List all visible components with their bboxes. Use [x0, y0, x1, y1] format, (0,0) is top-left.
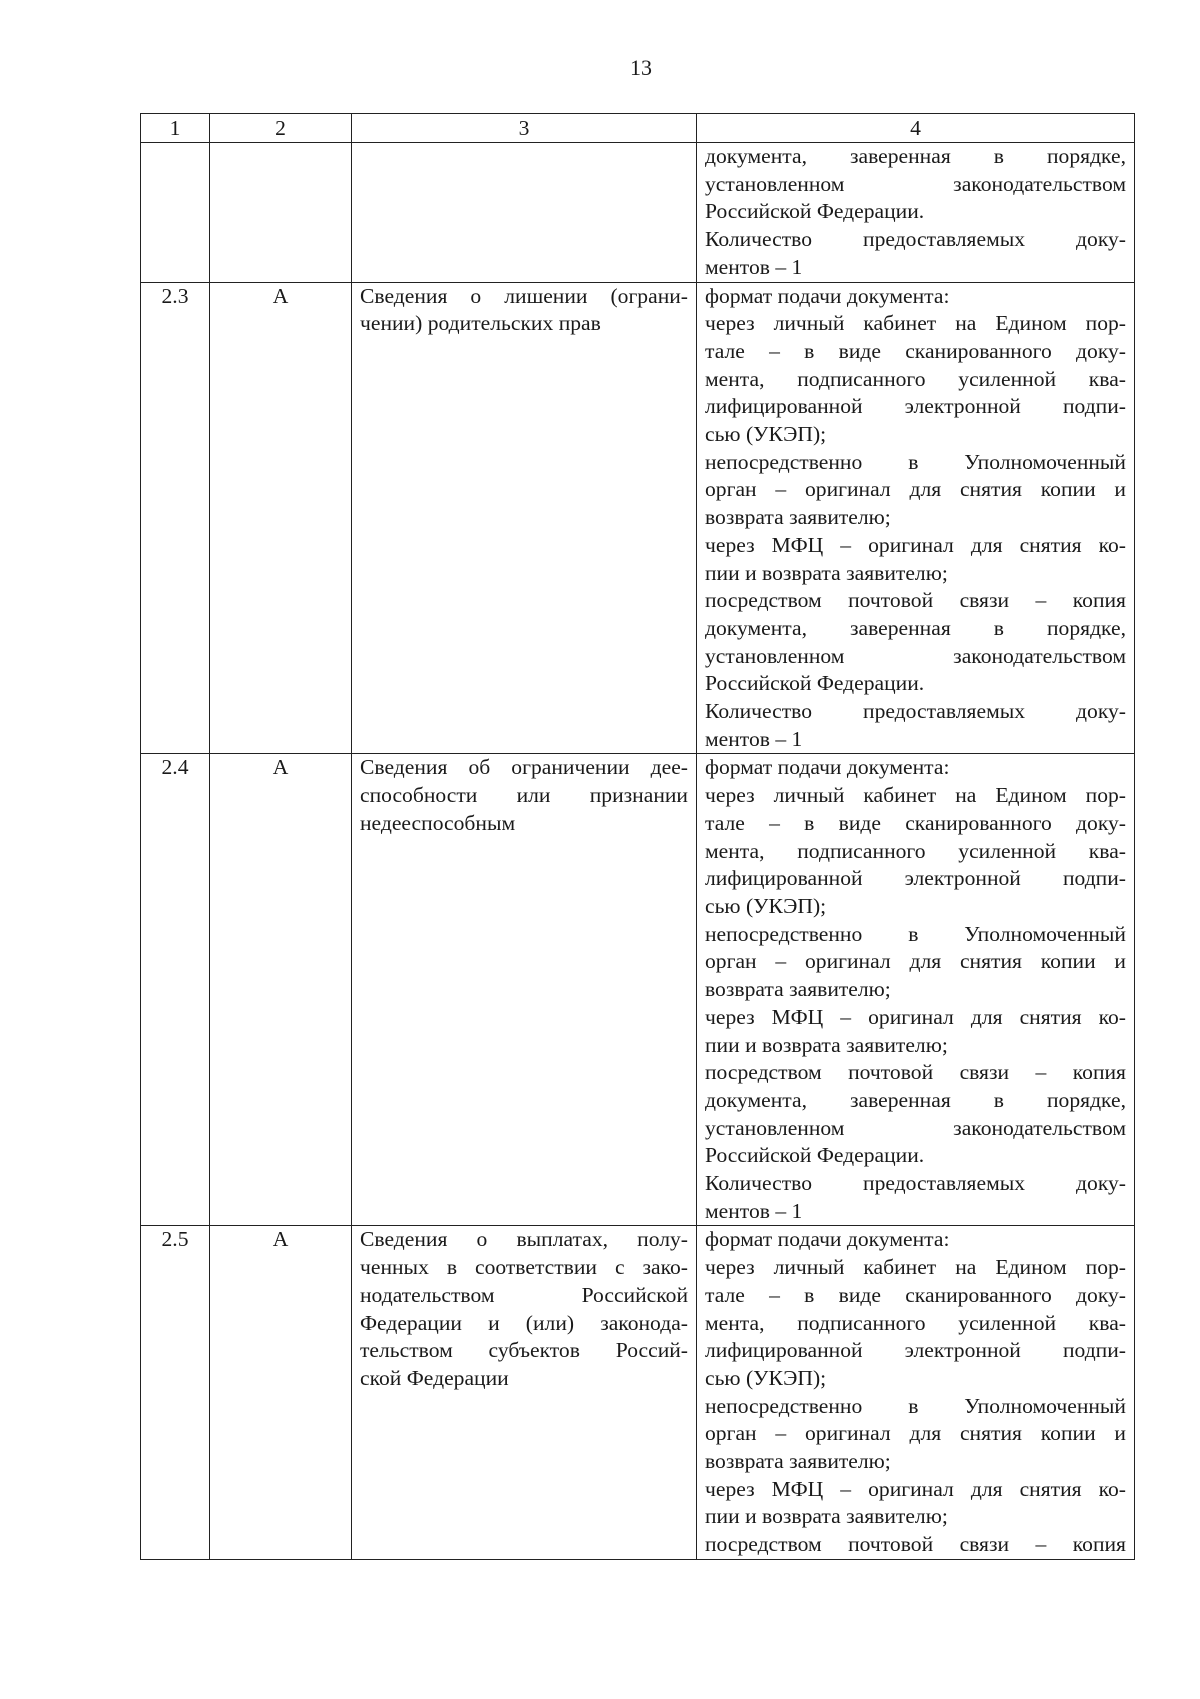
submission-format-line: возврата заявителю;	[705, 977, 891, 1002]
submission-format-line: Российской Федерации.	[705, 671, 925, 696]
submission-format-cell	[697, 143, 1135, 283]
submission-format-line: ментов – 1	[705, 726, 803, 751]
header-cell-2: 2	[210, 114, 352, 143]
row-code-cell: А	[210, 1226, 352, 1559]
table-row	[141, 143, 1135, 283]
submission-format-line: лифицированной электронной подпи-	[705, 866, 1126, 891]
submission-format-line: тале – в виде сканированного доку-	[705, 1282, 1126, 1307]
submission-format-line: непосредственно в Уполномоченный	[705, 449, 1126, 474]
submission-format-line: пии и возврата заявителю;	[705, 1504, 948, 1529]
submission-format-line: документа, заверенная в порядке,	[705, 615, 1126, 640]
row-number-cell	[141, 143, 210, 283]
row-code-cell: А	[210, 282, 352, 754]
submission-format-line: формат подачи документа:	[705, 283, 950, 308]
submission-format-line: формат подачи документа:	[705, 1227, 950, 1252]
submission-format-line: Российской Федерации.	[705, 199, 925, 224]
header-cell-4: 4	[697, 114, 1135, 143]
table-header-row	[141, 114, 1135, 143]
submission-format-line: установленном законодательством	[705, 171, 1126, 196]
submission-format-line: посредством почтовой связи – копия	[705, 588, 1126, 613]
submission-format-line: через личный кабинет на Едином пор-	[705, 783, 1126, 808]
submission-format-line: через личный кабинет на Едином пор-	[705, 311, 1126, 336]
document-name-cell	[352, 282, 697, 754]
submission-format-cell	[697, 282, 1135, 754]
submission-format-line: мента, подписанного усиленной ква-	[705, 838, 1126, 863]
submission-format-cell	[697, 754, 1135, 1226]
header-cell-1: 1	[141, 114, 210, 143]
submission-format-line: посредством почтовой связи – копия	[705, 1532, 1126, 1557]
document-name-line: ченных в соответствии с зако-	[360, 1255, 688, 1280]
submission-format-line: Количество предоставляемых доку-	[705, 699, 1126, 724]
submission-format-line: через личный кабинет на Едином пор-	[705, 1255, 1126, 1280]
submission-format-line: установленном законодательством	[705, 643, 1126, 668]
submission-format-cell	[697, 1226, 1135, 1559]
submission-format-line: ментов – 1	[705, 1198, 803, 1223]
submission-format-line: возврата заявителю;	[705, 505, 891, 530]
submission-format-line: Количество предоставляемых доку-	[705, 227, 1126, 252]
document-name-line: чении) родительских прав	[360, 311, 601, 336]
submission-format-line: возврата заявителю;	[705, 1449, 891, 1474]
submission-format-line: документа, заверенная в порядке,	[705, 1087, 1126, 1112]
submission-format-line: мента, подписанного усиленной ква-	[705, 1310, 1126, 1335]
document-name-line: нодательством Российской	[360, 1282, 688, 1307]
documents-table	[140, 113, 1135, 1560]
row-number-cell: 2.4	[141, 754, 210, 1226]
submission-format-line: мента, подписанного усиленной ква-	[705, 366, 1126, 391]
submission-format-line: посредством почтовой связи – копия	[705, 1060, 1126, 1085]
submission-format-line: через МФЦ – оригинал для снятия ко-	[705, 1476, 1126, 1501]
submission-format-line: орган – оригинал для снятия копии и	[705, 1421, 1126, 1446]
submission-format-line: Количество предоставляемых доку-	[705, 1171, 1126, 1196]
document-name-line: тельством субъектов Россий-	[360, 1338, 688, 1363]
submission-format-line: непосредственно в Уполномоченный	[705, 921, 1126, 946]
row-number-cell: 2.5	[141, 1226, 210, 1559]
document-name-line: Сведения об ограничении дее-	[360, 755, 688, 780]
submission-format-line: формат подачи документа:	[705, 755, 950, 780]
submission-format-line: пии и возврата заявителю;	[705, 560, 948, 585]
submission-format-line: через МФЦ – оригинал для снятия ко-	[705, 532, 1126, 557]
submission-format-line: пии и возврата заявителю;	[705, 1032, 948, 1057]
document-name-line: Сведения о выплатах, полу-	[360, 1227, 688, 1252]
document-name-cell	[352, 1226, 697, 1559]
document-name-cell	[352, 754, 697, 1226]
submission-format-line: установленном законодательством	[705, 1115, 1126, 1140]
document-name-line: способности или признании	[360, 783, 688, 808]
row-code-cell	[210, 143, 352, 283]
submission-format-line: через МФЦ – оригинал для снятия ко-	[705, 1004, 1126, 1029]
submission-format-line: тале – в виде сканированного доку-	[705, 338, 1126, 363]
table-body	[141, 143, 1135, 1560]
document-name-line: Сведения о лишении (ограни-	[360, 283, 688, 308]
submission-format-line: документа, заверенная в порядке,	[705, 144, 1126, 168]
submission-format-line: Российской Федерации.	[705, 1143, 925, 1168]
submission-format-line: лифицированной электронной подпи-	[705, 394, 1126, 419]
row-code-cell: А	[210, 754, 352, 1226]
document-name-cell	[352, 143, 697, 283]
row-number-cell: 2.3	[141, 282, 210, 754]
document-name-line: ской Федерации	[360, 1365, 509, 1390]
header-cell-3: 3	[352, 114, 697, 143]
submission-format-line: орган – оригинал для снятия копии и	[705, 477, 1126, 502]
page-number: 13	[630, 55, 652, 80]
table-row	[141, 1226, 1135, 1559]
submission-format-line: сью (УКЭП);	[705, 422, 827, 447]
document-name-line: недееспособным	[360, 810, 516, 835]
submission-format-line: орган – оригинал для снятия копии и	[705, 949, 1126, 974]
document-name-line: Федерации и (или) законода-	[360, 1310, 688, 1335]
table-row	[141, 754, 1135, 1226]
submission-format-line: сью (УКЭП);	[705, 1365, 827, 1390]
submission-format-line: тале – в виде сканированного доку-	[705, 810, 1126, 835]
submission-format-line: непосредственно в Уполномоченный	[705, 1393, 1126, 1418]
submission-format-line: сью (УКЭП);	[705, 893, 827, 918]
submission-format-line: ментов – 1	[705, 254, 803, 279]
table-row	[141, 282, 1135, 754]
submission-format-line: лифицированной электронной подпи-	[705, 1338, 1126, 1363]
